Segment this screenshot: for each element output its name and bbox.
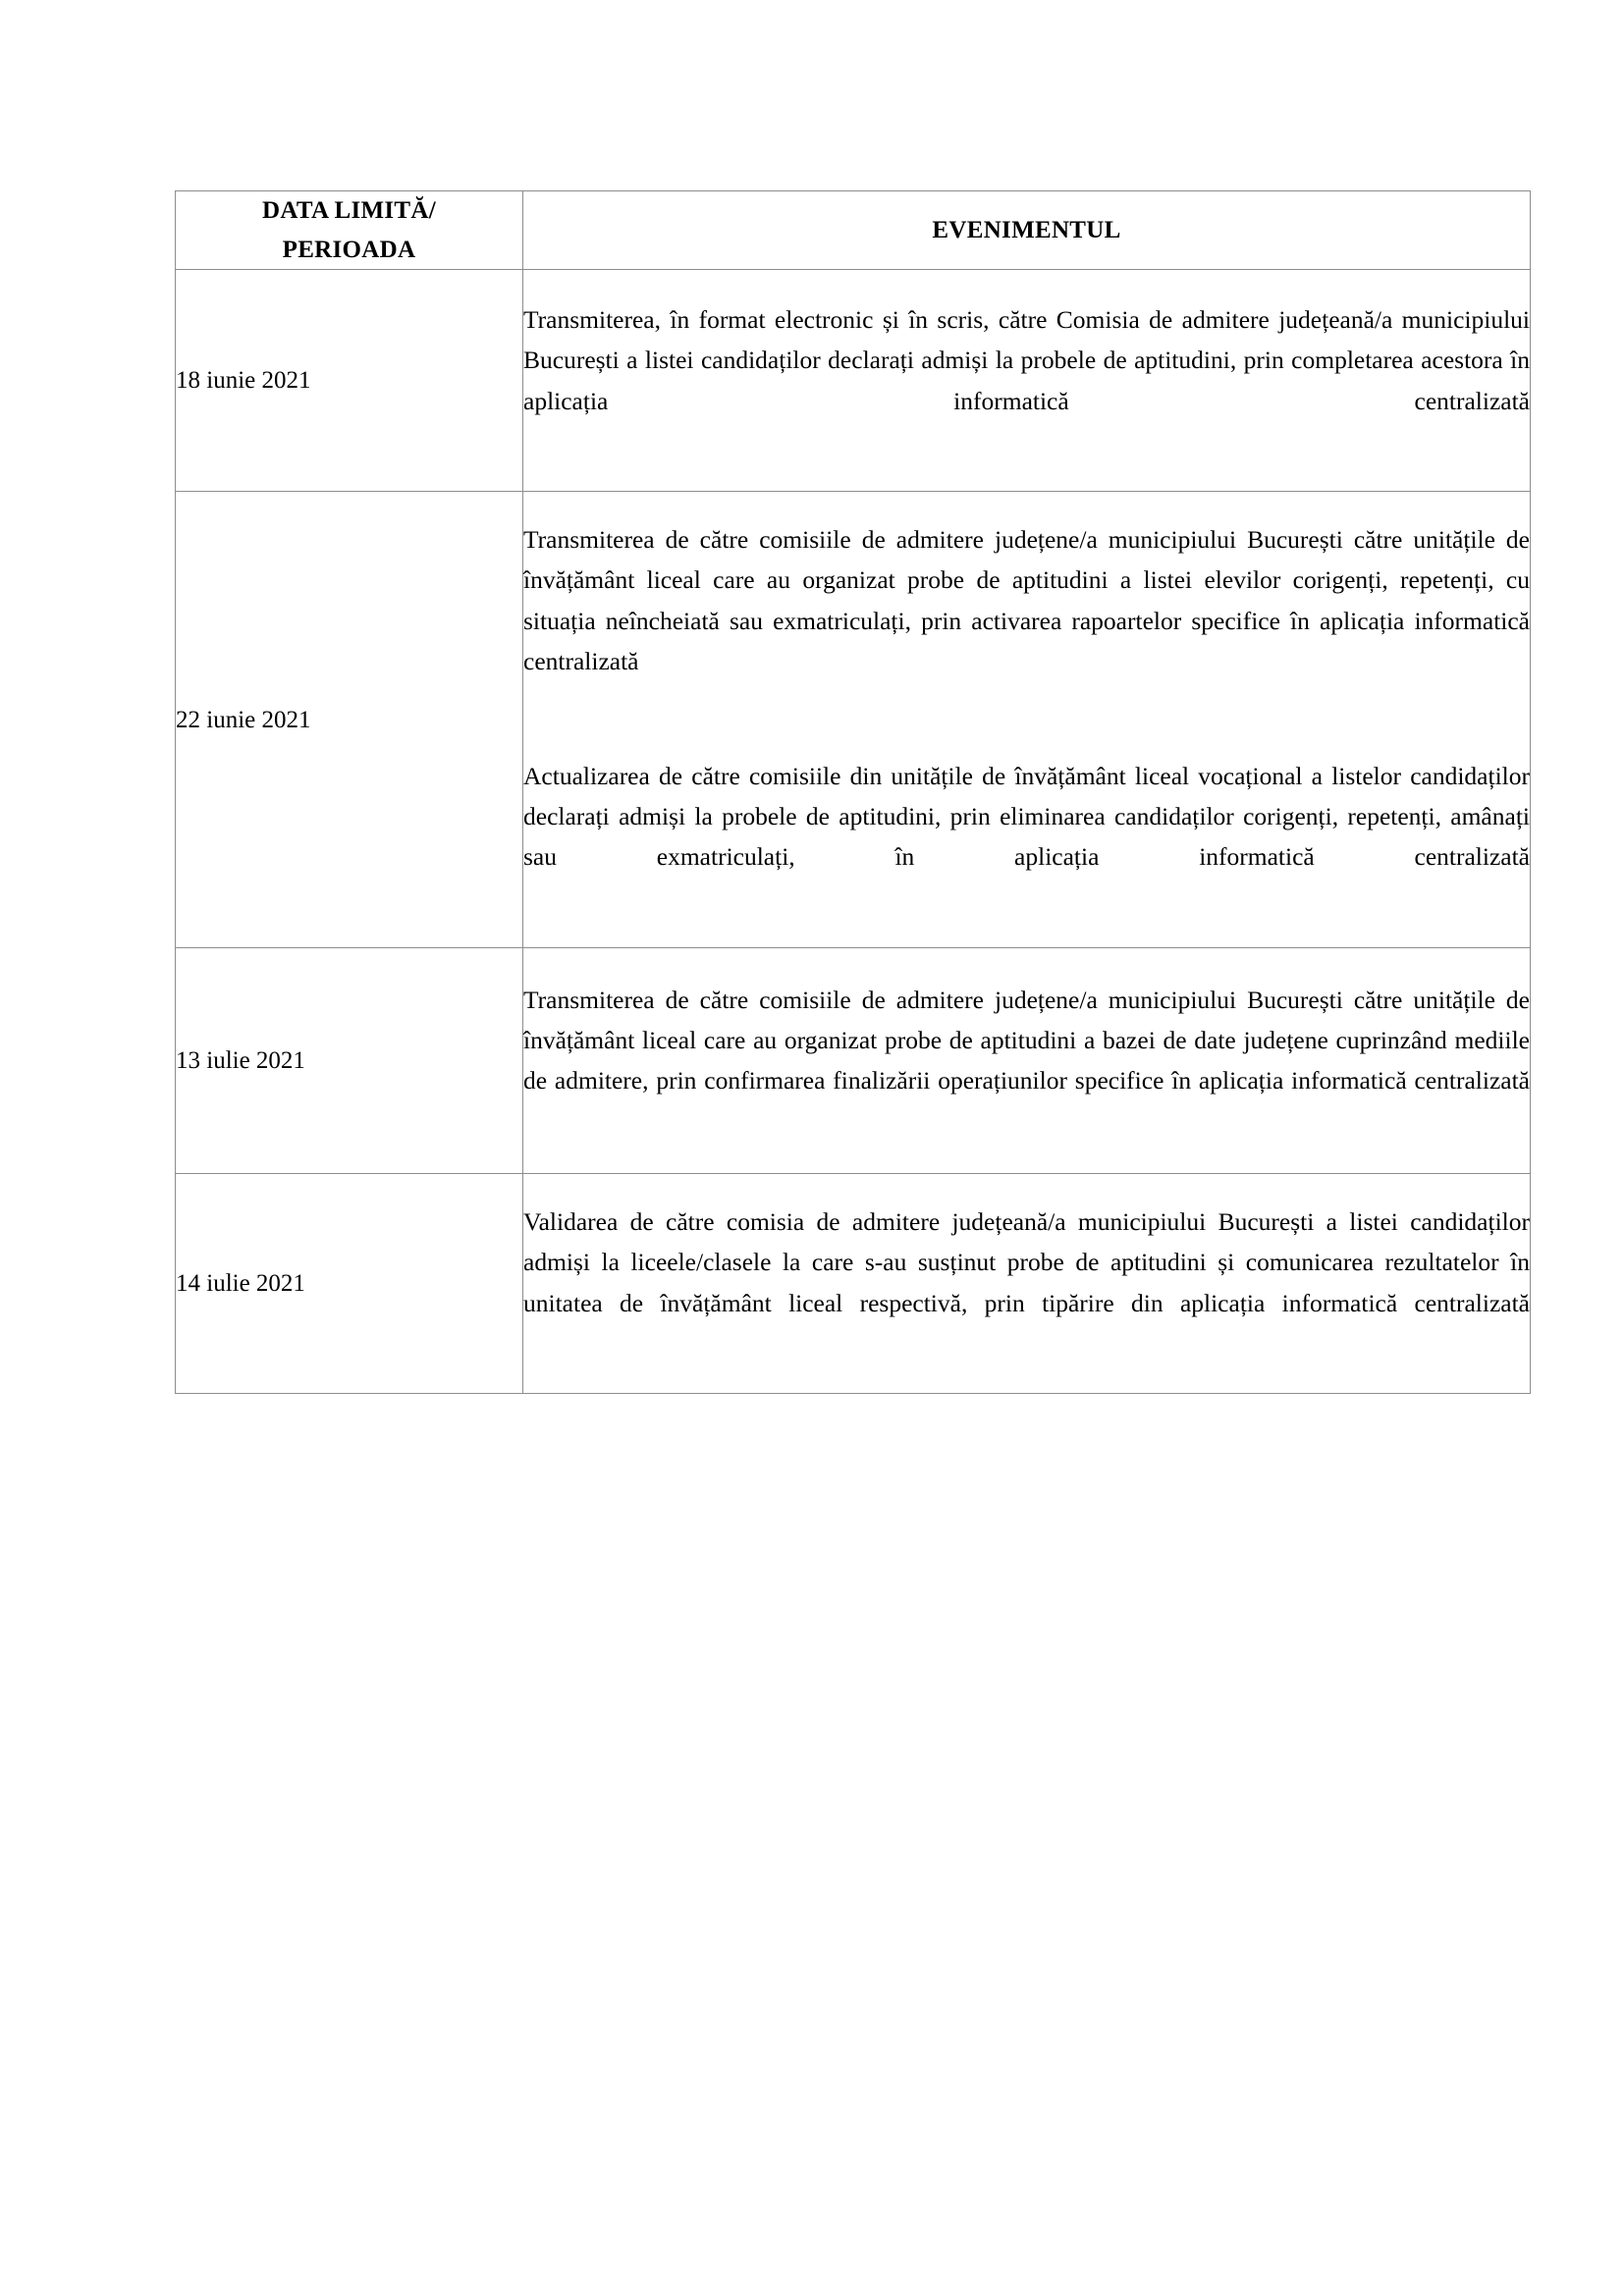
- cell-event: [523, 1174, 1531, 1394]
- table-row: [176, 270, 1531, 492]
- cell-event: [523, 492, 1531, 948]
- event-paragraph: Transmiterea, în format electronic și în scris, către Comisia de admitere județeană/a municipiului București a listei candidaților declarați admiși la probele de aptitudini, prin completarea acestora în aplicația informatică centralizată: [523, 305, 1530, 415]
- event-paragraph: Actualizarea de către comisiile din unitățile de învățământ liceal vocațional a listelor candidaților declarați admiși la probele de aptitudini, prin eliminarea candidaților corigenți, repetenți, amânați sau exmatriculați, în aplicația informatică centralizată: [523, 761, 1530, 872]
- event-paragraph: Validarea de către comisia de admitere județeană/a municipiului București a listei candidaților admiși la liceele/clasele la care s-au susținut probe de aptitudini și comunicarea rezultatelor în unitatea de învățământ liceal respectivă, prin tipărire din aplicația informatică centralizată: [523, 1207, 1530, 1317]
- event-paragraph: Transmiterea de către comisiile de admitere județene/a municipiului București către unitățile de învățământ liceal care au organizat probe de aptitudini a listei elevilor corigenți, repetenți, cu situația neîncheiată sau exmatriculați, prin activarea rapoartelor specifice în aplicația informatică centralizată: [523, 525, 1530, 676]
- cell-event: [523, 270, 1531, 492]
- table-row: [176, 492, 1531, 948]
- table-body: [176, 270, 1531, 1394]
- column-header-event: EVENIMENTUL: [523, 191, 1531, 270]
- cell-event: [523, 947, 1531, 1173]
- cell-date: 22 iunie 2021: [176, 492, 523, 948]
- admission-schedule-table: [175, 190, 1531, 1394]
- column-header-date-line1: DATA LIMITĂ/: [261, 197, 436, 224]
- cell-date: 14 iulie 2021: [176, 1174, 523, 1394]
- table-row: [176, 947, 1531, 1173]
- table-header: [176, 191, 1531, 270]
- column-header-date-line2: PERIOADA: [282, 236, 416, 263]
- table-header-row: [176, 191, 1531, 270]
- table-row: [176, 1174, 1531, 1394]
- event-paragraph: Transmiterea de către comisiile de admitere județene/a municipiului București către unitățile de învățământ liceal care au organizat probe de aptitudini a bazei de date județene cuprinzând mediile de admitere, prin confirmarea finalizării operațiunilor specifice în aplicația informatică centralizată: [523, 985, 1530, 1095]
- column-header-date: [176, 191, 523, 270]
- cell-date: 18 iunie 2021: [176, 270, 523, 492]
- cell-date: 13 iulie 2021: [176, 947, 523, 1173]
